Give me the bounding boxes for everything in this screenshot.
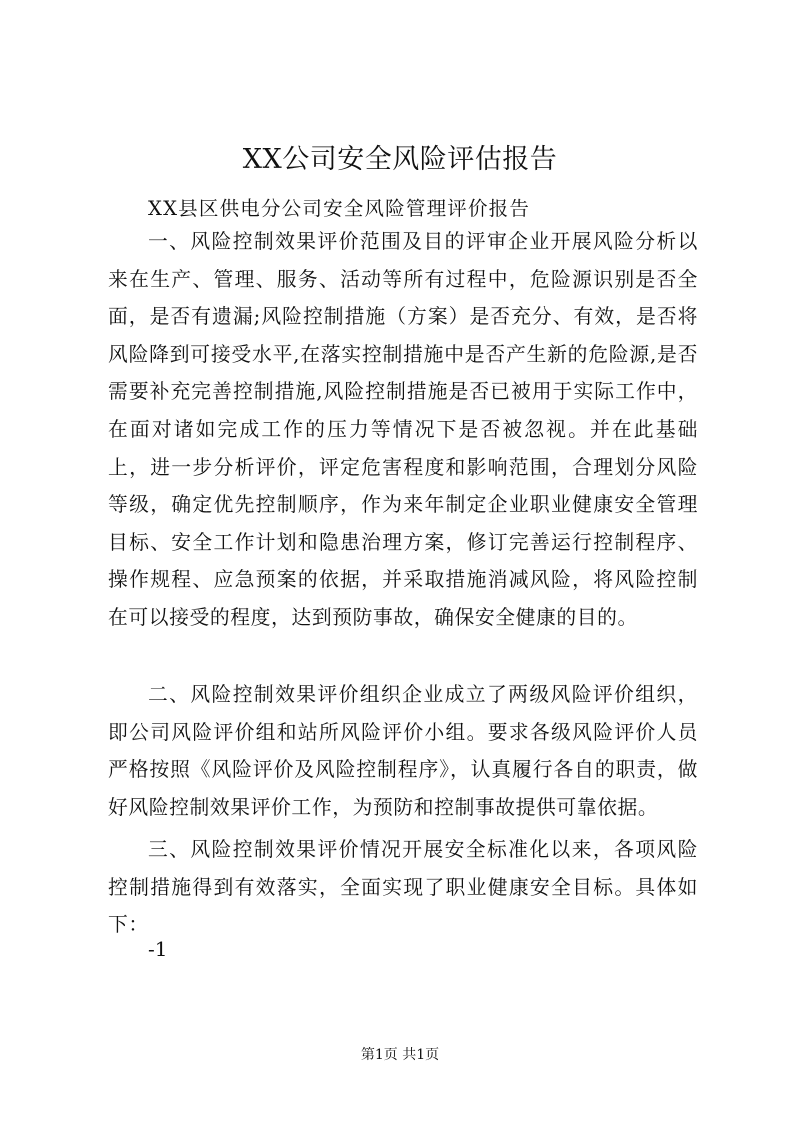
paragraph-status: 三、风险控制效果评价情况开展安全标准化以来，各项风险控制措施得到有效落实，全面实现了职业健康安全目标。具体如下： bbox=[108, 838, 698, 937]
paragraph-organization: 二、风险控制效果评价组织企业成立了两级风险评价组织，即公司风险评价组和站所风险评价小组。要求各级风险评价人员严格按照《风险评价及风险控制程序》，认真履行各自的职责，做好风险控制效果评价工作，为预防和控制事故提供可靠依据。 bbox=[108, 683, 698, 819]
list-fragment: -1 bbox=[148, 937, 168, 961]
page-footer: 第1页 共1页 bbox=[360, 1047, 440, 1063]
document-subtitle: XX县区供电分公司安全风险管理评价报告 bbox=[148, 197, 531, 220]
document-title: XX公司安全风险评估报告 bbox=[242, 144, 558, 175]
paragraph-scope: 一、风险控制效果评价范围及目的评审企业开展风险分析以来在生产、管理、服务、活动等所有过程中，危险源识别是否全面，是否有遗漏;风险控制措施（方案）是否充分、有效，是否将风险降到可接受水平,在落实控制措施中是否产生新的危险源,是否需要补充完善控制措施,风险控制措施是否已被用于实际工作中，在面对诸如完成工作的压力等情况下是否被忽视。并在此基础上，进一步分析评价，评定危害程度和影响范围，合理划分风险等级，确定优先控制顺序，作为来年制定企业职业健康安全管理目标、安全工作计划和隐患治理方案，修订完善运行控制程序、操作规程、应急预案的依据，并采取措施消减风险，将风险控制在可以接受的程度，达到预防事故，确保安全健康的目的。 bbox=[108, 230, 698, 629]
